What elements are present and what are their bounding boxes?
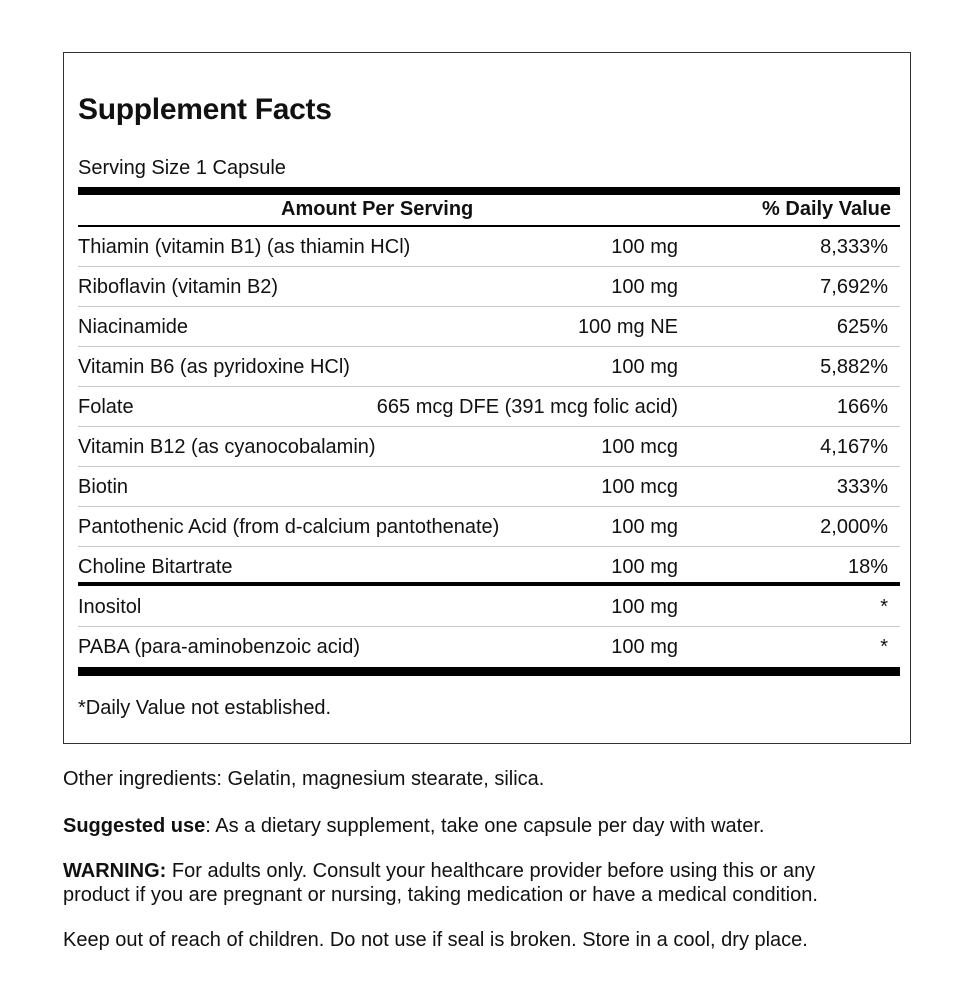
nutrient-daily-value: 5,882% <box>820 356 888 378</box>
middle-thick-divider <box>78 582 900 586</box>
other-ingredients: Other ingredients: Gelatin, magnesium stearate, silica. <box>63 768 545 790</box>
nutrient-row <box>78 267 900 307</box>
warning-label: WARNING: <box>63 860 167 882</box>
nutrient-name: PABA (para-aminobenzoic acid) <box>78 636 360 658</box>
nutrient-amount: 100 mg <box>611 276 678 298</box>
nutrient-name: Inositol <box>78 596 142 618</box>
serving-size: Serving Size 1 Capsule <box>78 157 286 179</box>
header-daily-value: % Daily Value <box>762 198 891 220</box>
nutrient-row <box>78 467 900 507</box>
nutrient-row <box>78 587 900 627</box>
nutrient-amount: 100 mcg <box>601 436 678 458</box>
nutrient-row <box>78 627 900 667</box>
nutrient-row <box>78 547 900 587</box>
nutrient-name: Folate <box>78 396 134 418</box>
nutrient-daily-value: 166% <box>836 396 888 418</box>
supplement-facts-panel <box>63 52 911 744</box>
nutrient-name: Pantothenic Acid (from d-calcium pantothenate) <box>78 516 500 538</box>
suggested-use-label: Suggested use <box>63 815 206 837</box>
nutrient-name: Vitamin B6 (as pyridoxine HCl) <box>78 356 350 378</box>
nutrient-amount: 100 mg <box>611 236 678 258</box>
nutrient-daily-value: * <box>880 636 888 658</box>
nutrient-amount: 100 mcg <box>601 476 678 498</box>
nutrient-name: Vitamin B12 (as cyanocobalamin) <box>78 436 376 458</box>
nutrient-amount: 100 mg <box>611 636 678 658</box>
nutrient-row <box>78 427 900 467</box>
nutrient-name: Biotin <box>78 476 129 498</box>
bottom-thick-divider <box>78 667 900 676</box>
storage-instructions: Keep out of reach of children. Do not use if seal is broken. Store in a cool, dry place. <box>63 929 808 951</box>
nutrient-row <box>78 347 900 387</box>
suggested-use <box>63 814 883 838</box>
nutrient-name: Choline Bitartrate <box>78 556 233 578</box>
nutrient-amount: 100 mg <box>611 516 678 538</box>
nutrient-row <box>78 307 900 347</box>
nutrient-row <box>78 387 900 427</box>
nutrient-name: Niacinamide <box>78 316 189 338</box>
daily-value-footnote: *Daily Value not established. <box>78 697 332 719</box>
nutrient-daily-value: 18% <box>847 556 888 578</box>
nutrient-daily-value: 8,333% <box>820 236 888 258</box>
nutrient-daily-value: 333% <box>836 476 888 498</box>
nutrient-amount: 100 mg <box>611 356 678 378</box>
nutrient-daily-value: 625% <box>836 316 888 338</box>
nutrient-amount: 100 mg NE <box>577 316 678 338</box>
nutrient-name: Thiamin (vitamin B1) (as thiamin HCl) <box>78 236 411 258</box>
warning-text: For adults only. Consult your healthcare provider before using this or any product if you are pregnant or nursing, taking medication or have a medical condition. <box>63 860 818 906</box>
facts-title: Supplement Facts <box>78 93 332 126</box>
suggested-use-text: : As a dietary supplement, take one capsule per day with water. <box>205 815 765 837</box>
nutrient-name: Riboflavin (vitamin B2) <box>78 276 279 298</box>
nutrient-daily-value: 4,167% <box>820 436 888 458</box>
nutrient-amount: 665 mcg DFE (391 mcg folic acid) <box>376 396 678 418</box>
header-amount-per-serving: Amount Per Serving <box>281 198 474 220</box>
nutrient-daily-value: * <box>880 596 888 618</box>
nutrient-row <box>78 507 900 547</box>
nutrient-amount: 100 mg <box>611 596 678 618</box>
warning <box>63 859 883 907</box>
top-thick-divider <box>78 187 900 195</box>
nutrient-daily-value: 7,692% <box>820 276 888 298</box>
nutrient-daily-value: 2,000% <box>820 516 888 538</box>
nutrient-amount: 100 mg <box>611 556 678 578</box>
nutrient-row <box>78 227 900 267</box>
